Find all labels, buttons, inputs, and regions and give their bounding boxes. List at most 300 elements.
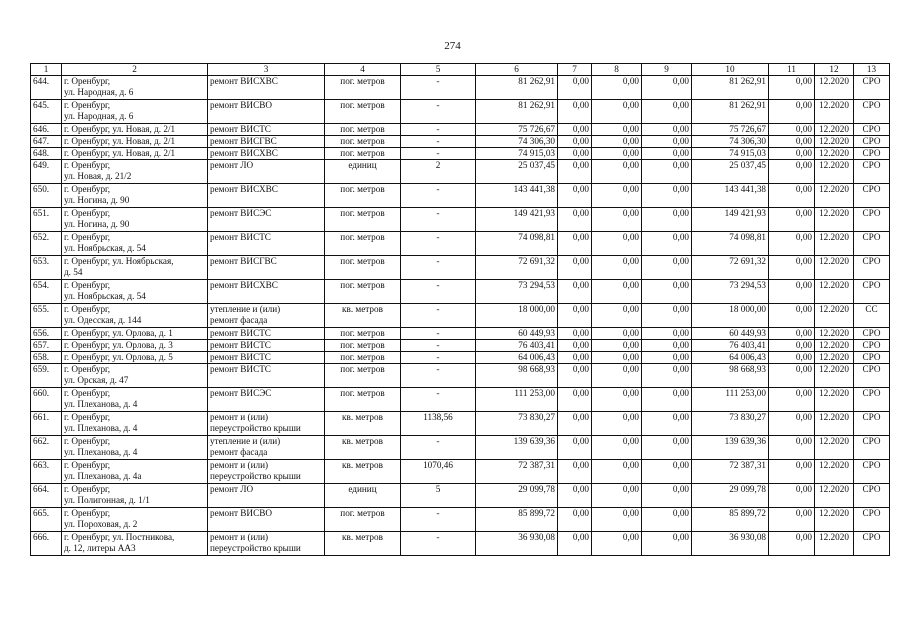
- cost-fund-cell: 81 262,91: [692, 76, 769, 100]
- address-cell-line: г. Оренбург, ул. Новая, д. 2/1: [64, 124, 176, 134]
- fund-type-cell: СРО: [854, 340, 890, 352]
- col11-cell: 0,00: [769, 208, 815, 232]
- work-type-cell-line: ремонт ВИСХВС: [210, 184, 278, 194]
- cost-fund-cell: 36 930,08: [692, 532, 769, 556]
- address-cell: [62, 508, 208, 532]
- deadline-cell: 12.2020: [815, 208, 854, 232]
- address-cell-line: г. Оренбург, ул. Постникова,: [64, 532, 175, 542]
- unit-cell: кв. метров: [325, 412, 401, 436]
- address-cell-line: ул. Ногина, д. 90: [64, 219, 130, 229]
- quantity-cell: -: [401, 388, 476, 412]
- table-row: [31, 76, 890, 100]
- table-row: [31, 256, 890, 280]
- deadline-cell: 12.2020: [815, 136, 854, 148]
- row-number: 662.: [31, 436, 62, 460]
- work-type-cell: [208, 436, 325, 460]
- row-number: 649.: [31, 160, 62, 184]
- column-header-1: 1: [31, 64, 62, 76]
- col8-cell: 0,00: [592, 388, 642, 412]
- quantity-cell: 5: [401, 484, 476, 508]
- cost-total-cell: 98 668,93: [476, 364, 558, 388]
- table-row: [31, 232, 890, 256]
- col7-cell: 0,00: [558, 352, 592, 364]
- address-cell: [62, 280, 208, 304]
- address-cell-line: г. Оренбург, ул. Орлова, д. 3: [64, 340, 173, 350]
- col9-cell: 0,00: [642, 532, 692, 556]
- cost-fund-cell: 73 294,53: [692, 280, 769, 304]
- address-cell: [62, 352, 208, 364]
- col8-cell: 0,00: [592, 124, 642, 136]
- row-number: 666.: [31, 532, 62, 556]
- deadline-cell: 12.2020: [815, 532, 854, 556]
- cost-total-cell: 25 037,45: [476, 160, 558, 184]
- cost-fund-cell: 74 098,81: [692, 232, 769, 256]
- address-cell: [62, 388, 208, 412]
- address-cell: [62, 256, 208, 280]
- unit-cell: кв. метров: [325, 460, 401, 484]
- work-type-cell-line: ремонт фасада: [210, 447, 268, 457]
- cost-total-cell: 60 449,93: [476, 328, 558, 340]
- table-row: [31, 436, 890, 460]
- row-number: 658.: [31, 352, 62, 364]
- col11-cell: 0,00: [769, 256, 815, 280]
- col8-cell: 0,00: [592, 100, 642, 124]
- col11-cell: 0,00: [769, 412, 815, 436]
- work-type-cell-line: переустройство крыши: [210, 423, 301, 433]
- address-cell-line: ул. Плеханова, д. 4: [64, 423, 138, 433]
- quantity-cell: -: [401, 364, 476, 388]
- column-header-11: 11: [769, 64, 815, 76]
- column-header-2: 2: [62, 64, 208, 76]
- address-cell: [62, 136, 208, 148]
- address-cell-line: ул. Пороховая, д. 2: [64, 519, 138, 529]
- quantity-cell: 1070,46: [401, 460, 476, 484]
- col8-cell: 0,00: [592, 160, 642, 184]
- column-header-6: 6: [476, 64, 558, 76]
- work-type-cell-line: ремонт ВИСХВС: [210, 148, 278, 158]
- col9-cell: 0,00: [642, 232, 692, 256]
- deadline-cell: 12.2020: [815, 328, 854, 340]
- table-row: [31, 532, 890, 556]
- unit-cell: пог. метров: [325, 136, 401, 148]
- address-cell-line: г. Оренбург,: [64, 508, 111, 518]
- cost-fund-cell: 98 668,93: [692, 364, 769, 388]
- work-type-cell-line: ремонт ВИСТС: [210, 340, 271, 350]
- deadline-cell: 12.2020: [815, 256, 854, 280]
- col7-cell: 0,00: [558, 256, 592, 280]
- cost-total-cell: 81 262,91: [476, 100, 558, 124]
- col7-cell: 0,00: [558, 388, 592, 412]
- col9-cell: 0,00: [642, 184, 692, 208]
- cost-total-cell: 111 253,00: [476, 388, 558, 412]
- address-cell-line: ул. Ногина, д. 90: [64, 195, 130, 205]
- deadline-cell: 12.2020: [815, 100, 854, 124]
- col8-cell: 0,00: [592, 184, 642, 208]
- col11-cell: 0,00: [769, 184, 815, 208]
- fund-type-cell: СРО: [854, 124, 890, 136]
- work-type-cell-line: переустройство крыши: [210, 471, 301, 481]
- address-cell-line: ул. Народная, д. 6: [64, 87, 134, 97]
- table-row: [31, 508, 890, 532]
- row-number: 663.: [31, 460, 62, 484]
- quantity-cell: -: [401, 232, 476, 256]
- fund-type-cell: СРО: [854, 328, 890, 340]
- col9-cell: 0,00: [642, 136, 692, 148]
- fund-type-cell: СРО: [854, 136, 890, 148]
- row-number: 659.: [31, 364, 62, 388]
- address-cell-line: д. 12, литеры АА3: [64, 543, 136, 553]
- col11-cell: 0,00: [769, 76, 815, 100]
- row-number: 664.: [31, 484, 62, 508]
- unit-cell: пог. метров: [325, 340, 401, 352]
- unit-cell: пог. метров: [325, 280, 401, 304]
- col9-cell: 0,00: [642, 460, 692, 484]
- col7-cell: 0,00: [558, 148, 592, 160]
- address-cell-line: г. Оренбург, ул. Орлова, д. 1: [64, 328, 173, 338]
- cost-total-cell: 74 098,81: [476, 232, 558, 256]
- work-type-cell-line: ремонт ВИСЭС: [210, 208, 272, 218]
- col11-cell: 0,00: [769, 160, 815, 184]
- work-type-cell-line: ремонт ВИСТС: [210, 352, 271, 362]
- address-cell-line: г. Оренбург,: [64, 208, 111, 218]
- table-row: [31, 208, 890, 232]
- col8-cell: 0,00: [592, 412, 642, 436]
- fund-type-cell: СРО: [854, 76, 890, 100]
- deadline-cell: 12.2020: [815, 148, 854, 160]
- col8-cell: 0,00: [592, 232, 642, 256]
- table-row: [31, 388, 890, 412]
- cost-total-cell: 74 306,30: [476, 136, 558, 148]
- address-cell-line: ул. Ноябрьская, д. 54: [64, 243, 146, 253]
- page-number: 274: [444, 40, 461, 52]
- col11-cell: 0,00: [769, 124, 815, 136]
- fund-type-cell: СРО: [854, 100, 890, 124]
- col8-cell: 0,00: [592, 508, 642, 532]
- cost-fund-cell: 85 899,72: [692, 508, 769, 532]
- deadline-cell: 12.2020: [815, 352, 854, 364]
- col7-cell: 0,00: [558, 280, 592, 304]
- col7-cell: 0,00: [558, 76, 592, 100]
- quantity-cell: -: [401, 148, 476, 160]
- col11-cell: 0,00: [769, 232, 815, 256]
- cost-fund-cell: 73 830,27: [692, 412, 769, 436]
- address-cell: [62, 484, 208, 508]
- col11-cell: 0,00: [769, 340, 815, 352]
- table-row: [31, 460, 890, 484]
- address-cell-line: г. Оренбург,: [64, 160, 111, 170]
- cost-fund-cell: 18 000,00: [692, 304, 769, 328]
- deadline-cell: 12.2020: [815, 76, 854, 100]
- col11-cell: 0,00: [769, 436, 815, 460]
- cost-total-cell: 76 403,41: [476, 340, 558, 352]
- col7-cell: 0,00: [558, 508, 592, 532]
- col8-cell: 0,00: [592, 460, 642, 484]
- address-cell-line: г. Оренбург,: [64, 100, 111, 110]
- fund-type-cell: СРО: [854, 532, 890, 556]
- col7-cell: 0,00: [558, 460, 592, 484]
- row-number: 661.: [31, 412, 62, 436]
- address-cell-line: г. Оренбург,: [64, 412, 111, 422]
- col8-cell: 0,00: [592, 136, 642, 148]
- work-type-cell-line: утепление и (или): [210, 304, 281, 314]
- row-number: 644.: [31, 76, 62, 100]
- col9-cell: 0,00: [642, 76, 692, 100]
- work-type-cell-line: ремонт ЛО: [210, 160, 254, 170]
- deadline-cell: 12.2020: [815, 436, 854, 460]
- fund-type-cell: СРО: [854, 508, 890, 532]
- work-type-cell-line: ремонт и (или): [210, 460, 269, 470]
- work-type-cell: [208, 232, 325, 256]
- col7-cell: 0,00: [558, 232, 592, 256]
- cost-total-cell: 75 726,67: [476, 124, 558, 136]
- unit-cell: пог. метров: [325, 256, 401, 280]
- cost-fund-cell: 75 726,67: [692, 124, 769, 136]
- col11-cell: 0,00: [769, 364, 815, 388]
- cost-fund-cell: 74 306,30: [692, 136, 769, 148]
- cost-fund-cell: 72 387,31: [692, 460, 769, 484]
- cost-fund-cell: 143 441,38: [692, 184, 769, 208]
- address-cell: [62, 184, 208, 208]
- row-number: 657.: [31, 340, 62, 352]
- quantity-cell: -: [401, 508, 476, 532]
- col7-cell: 0,00: [558, 184, 592, 208]
- column-header-3: 3: [208, 64, 325, 76]
- work-type-cell-line: утепление и (или): [210, 436, 281, 446]
- col9-cell: 0,00: [642, 484, 692, 508]
- work-type-cell: [208, 160, 325, 184]
- table-row: [31, 160, 890, 184]
- col9-cell: 0,00: [642, 436, 692, 460]
- work-type-cell: [208, 100, 325, 124]
- col9-cell: 0,00: [642, 304, 692, 328]
- address-cell: [62, 160, 208, 184]
- address-cell: [62, 232, 208, 256]
- address-cell-line: ул. Плеханова, д. 4а: [64, 471, 142, 481]
- address-cell-line: г. Оренбург,: [64, 484, 111, 494]
- table-row: [31, 124, 890, 136]
- cost-fund-cell: 76 403,41: [692, 340, 769, 352]
- column-header-13: 13: [854, 64, 890, 76]
- col7-cell: 0,00: [558, 340, 592, 352]
- work-type-cell: [208, 184, 325, 208]
- address-cell-line: ул. Ноябрьская, д. 54: [64, 291, 146, 301]
- col11-cell: 0,00: [769, 136, 815, 148]
- col7-cell: 0,00: [558, 160, 592, 184]
- cost-total-cell: 73 294,53: [476, 280, 558, 304]
- deadline-cell: 12.2020: [815, 412, 854, 436]
- col11-cell: 0,00: [769, 328, 815, 340]
- address-cell-line: ул. Плеханова, д. 4: [64, 399, 138, 409]
- work-type-cell-line: ремонт ЛО: [210, 484, 254, 494]
- work-type-cell: [208, 460, 325, 484]
- cost-fund-cell: 29 099,78: [692, 484, 769, 508]
- unit-cell: единиц: [325, 160, 401, 184]
- column-header-8: 8: [592, 64, 642, 76]
- cost-fund-cell: 139 639,36: [692, 436, 769, 460]
- quantity-cell: 2: [401, 160, 476, 184]
- unit-cell: пог. метров: [325, 328, 401, 340]
- work-type-cell: [208, 76, 325, 100]
- fund-type-cell: СРО: [854, 436, 890, 460]
- col11-cell: 0,00: [769, 304, 815, 328]
- row-number: 648.: [31, 148, 62, 160]
- work-type-cell-line: переустройство крыши: [210, 543, 301, 553]
- cost-total-cell: 72 691,32: [476, 256, 558, 280]
- col9-cell: 0,00: [642, 100, 692, 124]
- row-number: 645.: [31, 100, 62, 124]
- address-cell-line: ул. Плеханова, д. 4: [64, 447, 138, 457]
- address-cell: [62, 436, 208, 460]
- unit-cell: кв. метров: [325, 304, 401, 328]
- address-cell-line: д. 54: [64, 267, 83, 277]
- fund-type-cell: СРО: [854, 256, 890, 280]
- col7-cell: 0,00: [558, 532, 592, 556]
- quantity-cell: -: [401, 532, 476, 556]
- col7-cell: 0,00: [558, 364, 592, 388]
- col8-cell: 0,00: [592, 532, 642, 556]
- table-row: [31, 352, 890, 364]
- quantity-cell: -: [401, 256, 476, 280]
- fund-type-cell: СРО: [854, 412, 890, 436]
- table-body: [31, 64, 890, 556]
- work-type-cell: [208, 340, 325, 352]
- address-cell-line: г. Оренбург,: [64, 364, 111, 374]
- cost-fund-cell: 149 421,93: [692, 208, 769, 232]
- unit-cell: пог. метров: [325, 208, 401, 232]
- col7-cell: 0,00: [558, 484, 592, 508]
- deadline-cell: 12.2020: [815, 184, 854, 208]
- col9-cell: 0,00: [642, 364, 692, 388]
- col7-cell: 0,00: [558, 136, 592, 148]
- work-type-cell-line: ремонт ВИСГВС: [210, 256, 277, 266]
- quantity-cell: -: [401, 304, 476, 328]
- address-cell: [62, 328, 208, 340]
- address-cell-line: ул. Народная, д. 6: [64, 111, 134, 121]
- fund-type-cell: СРО: [854, 352, 890, 364]
- address-cell-line: г. Оренбург,: [64, 460, 111, 470]
- col9-cell: 0,00: [642, 256, 692, 280]
- work-type-cell-line: ремонт фасада: [210, 315, 268, 325]
- cost-total-cell: 18 000,00: [476, 304, 558, 328]
- fund-type-cell: СРО: [854, 484, 890, 508]
- fund-type-cell: СРО: [854, 364, 890, 388]
- cost-total-cell: 149 421,93: [476, 208, 558, 232]
- work-type-cell: [208, 328, 325, 340]
- address-cell: [62, 148, 208, 160]
- quantity-cell: -: [401, 328, 476, 340]
- unit-cell: пог. метров: [325, 232, 401, 256]
- row-number: 660.: [31, 388, 62, 412]
- deadline-cell: 12.2020: [815, 340, 854, 352]
- col9-cell: 0,00: [642, 412, 692, 436]
- address-cell: [62, 124, 208, 136]
- quantity-cell: -: [401, 340, 476, 352]
- deadline-cell: 12.2020: [815, 364, 854, 388]
- deadline-cell: 12.2020: [815, 160, 854, 184]
- cost-total-cell: 36 930,08: [476, 532, 558, 556]
- address-cell-line: г. Оренбург,: [64, 280, 111, 290]
- address-cell-line: г. Оренбург,: [64, 76, 111, 86]
- work-type-cell-line: ремонт ВИСЭС: [210, 388, 272, 398]
- quantity-cell: -: [401, 100, 476, 124]
- address-cell-line: ул. Новая, д. 21/2: [64, 171, 132, 181]
- cost-total-cell: 74 915,03: [476, 148, 558, 160]
- cost-fund-cell: 74 915,03: [692, 148, 769, 160]
- unit-cell: пог. метров: [325, 388, 401, 412]
- deadline-cell: 12.2020: [815, 484, 854, 508]
- row-number: 656.: [31, 328, 62, 340]
- address-cell: [62, 412, 208, 436]
- row-number: 646.: [31, 124, 62, 136]
- col9-cell: 0,00: [642, 340, 692, 352]
- unit-cell: кв. метров: [325, 532, 401, 556]
- work-type-cell: [208, 280, 325, 304]
- fund-type-cell: СРО: [854, 184, 890, 208]
- quantity-cell: -: [401, 280, 476, 304]
- work-type-cell-line: ремонт ВИСТС: [210, 364, 271, 374]
- col8-cell: 0,00: [592, 76, 642, 100]
- table-row: [31, 184, 890, 208]
- col11-cell: 0,00: [769, 508, 815, 532]
- deadline-cell: 12.2020: [815, 232, 854, 256]
- col8-cell: 0,00: [592, 352, 642, 364]
- cost-total-cell: 64 006,43: [476, 352, 558, 364]
- col11-cell: 0,00: [769, 388, 815, 412]
- address-cell: [62, 76, 208, 100]
- table-row: [31, 100, 890, 124]
- col7-cell: 0,00: [558, 436, 592, 460]
- deadline-cell: 12.2020: [815, 124, 854, 136]
- address-cell-line: г. Оренбург, ул. Ноябрьская,: [64, 256, 174, 266]
- unit-cell: пог. метров: [325, 100, 401, 124]
- table-row: [31, 364, 890, 388]
- work-type-cell: [208, 124, 325, 136]
- column-header-9: 9: [642, 64, 692, 76]
- unit-cell: пог. метров: [325, 184, 401, 208]
- quantity-cell: -: [401, 184, 476, 208]
- work-type-cell-line: ремонт ВИСХВС: [210, 280, 278, 290]
- cost-total-cell: 85 899,72: [476, 508, 558, 532]
- col8-cell: 0,00: [592, 328, 642, 340]
- col7-cell: 0,00: [558, 412, 592, 436]
- col8-cell: 0,00: [592, 280, 642, 304]
- row-number: 647.: [31, 136, 62, 148]
- work-type-cell: [208, 304, 325, 328]
- col7-cell: 0,00: [558, 124, 592, 136]
- column-header-4: 4: [325, 64, 401, 76]
- unit-cell: пог. метров: [325, 364, 401, 388]
- col9-cell: 0,00: [642, 148, 692, 160]
- fund-type-cell: СРО: [854, 232, 890, 256]
- row-number: 650.: [31, 184, 62, 208]
- table-row: [31, 304, 890, 328]
- col11-cell: 0,00: [769, 280, 815, 304]
- col9-cell: 0,00: [642, 280, 692, 304]
- cost-total-cell: 72 387,31: [476, 460, 558, 484]
- unit-cell: пог. метров: [325, 352, 401, 364]
- col7-cell: 0,00: [558, 328, 592, 340]
- work-type-cell: [208, 136, 325, 148]
- table-row: [31, 328, 890, 340]
- col11-cell: 0,00: [769, 148, 815, 160]
- address-cell: [62, 364, 208, 388]
- col8-cell: 0,00: [592, 256, 642, 280]
- work-type-cell: [208, 484, 325, 508]
- cost-total-cell: 139 639,36: [476, 436, 558, 460]
- table-row: [31, 340, 890, 352]
- deadline-cell: 12.2020: [815, 460, 854, 484]
- col7-cell: 0,00: [558, 304, 592, 328]
